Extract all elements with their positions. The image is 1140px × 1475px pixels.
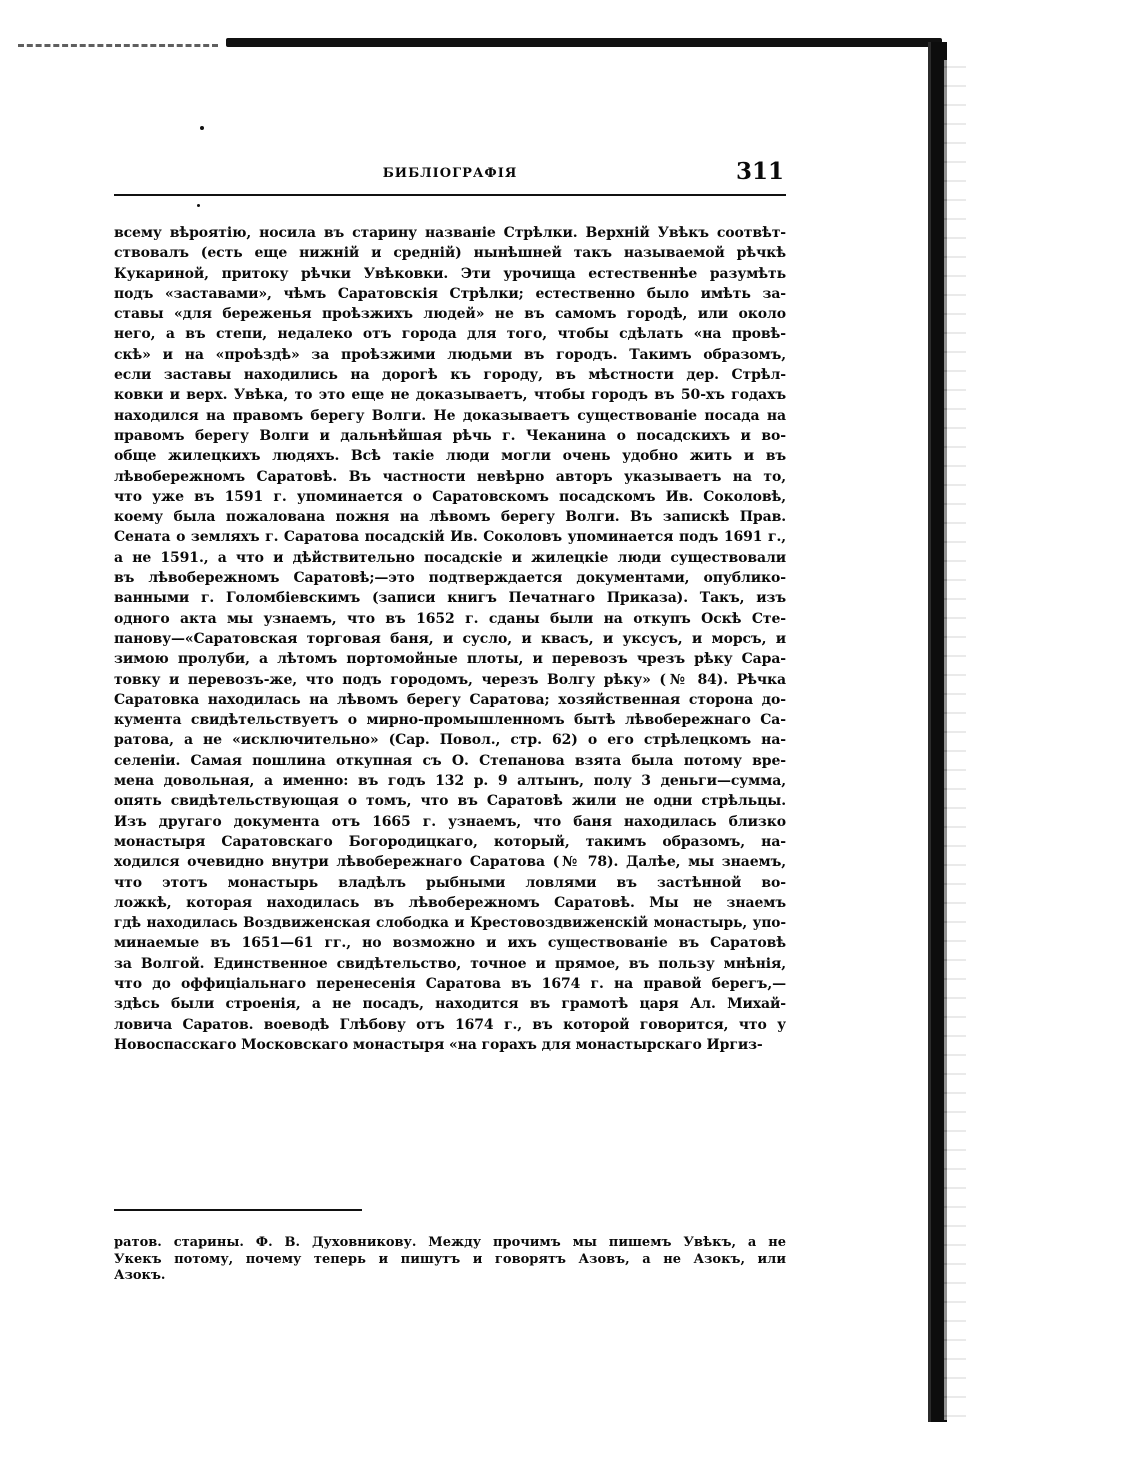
page-number: 311: [735, 158, 784, 185]
text-line: ходился очевидно внутри лѣвобережнаго Саратова (№ 78). Далѣе, мы знаемъ,: [114, 854, 786, 871]
text-line: гдѣ находилась Воздвиженская слободка и Крестовоздвиженскій монастырь, упо-: [114, 915, 786, 932]
scan-speck: [200, 126, 204, 130]
text-line: ложкѣ, которая находилась въ лѣвобережномъ Саратовѣ. Мы не знаемъ: [114, 894, 786, 911]
text-line: Кукариной, притоку рѣчки Увѣковки. Эти урочища естественнѣе разумѣть: [114, 265, 786, 282]
body-text: [114, 223, 786, 1055]
text-line: ратова, а не «исключительно» (Сар. Повол., стр. 62) о его стрѣлецкомъ на-: [114, 732, 786, 749]
text-line: опять свидѣтельствующая о томъ, что въ Саратовѣ жили не одни стрѣльцы.: [114, 793, 786, 810]
text-line: Новоспасскаго Московскаго монастыря «на горахъ для монастырскаго Иргиз-: [114, 1036, 763, 1053]
text-line: ковки и верх. Увѣка, то это еще не доказываетъ, чтобы городъ въ 50-хъ годахъ: [114, 387, 786, 404]
text-line: если заставы находились на дорогѣ къ городу, въ мѣстности дер. Стрѣл-: [114, 367, 786, 384]
footnote-line: ратов. старины. Ф. В. Духовникову. Между прочимъ мы пишемъ Увѣкъ, а не: [114, 1235, 786, 1250]
text-line: ловича Саратов. воеводѣ Глѣбову отъ 1674 г., въ которой говорится, что у: [114, 1016, 786, 1033]
text-line: коему была пожалована пожня на лѣвомъ берегу Волги. Въ запискѣ Прав.: [114, 509, 786, 526]
text-line: а не 1591., а что и дѣйствительно посадскіе и жилецкіе люди существовали: [114, 549, 786, 566]
text-line: Изъ другаго документа отъ 1665 г. узнаемъ, что баня находилась близко: [114, 813, 786, 830]
text-line: селеніи. Самая пошлина откупная съ О. Степанова взята была потому вре-: [114, 752, 786, 769]
text-line: что до оффиціальнаго перенесенія Саратова въ 1674 г. на правой берегъ,—: [114, 975, 786, 992]
running-title: БИБЛІОГРАФІЯ: [382, 166, 518, 181]
scan-speck: [197, 204, 200, 207]
footnote-line: Укекъ потому, почему теперь и пишутъ и говорятъ Азовъ, а не Азокъ, или: [114, 1251, 786, 1267]
text-line: что уже въ 1591 г. упоминается о Саратовскомъ посадскомъ Ив. Соколовѣ,: [114, 488, 786, 505]
text-line: подъ «заставами», чѣмъ Саратовскія Стрѣлки; естественно было имѣть за-: [114, 285, 786, 302]
footnote-line: Азокъ.: [114, 1268, 166, 1283]
text-line: въ лѣвобережномъ Саратовѣ;—это подтверждается документами, опублико-: [114, 570, 786, 587]
text-line: правомъ берегу Волги и дальнѣйшая рѣчь г. Чеканина о посадскихъ и во-: [114, 427, 786, 444]
footnote: [114, 1235, 786, 1285]
text-line: него, а въ степи, недалеко отъ города для того, чтобы сдѣлать «на провѣ-: [114, 326, 786, 343]
scan-top-edge: [226, 38, 942, 47]
text-line: одного акта мы узнаемъ, что въ 1652 г. сданы были на откупъ Оскѣ Сте-: [114, 610, 786, 627]
text-line: здѣсь были строенія, а не посадъ, находится въ грамотѣ царя Ал. Михай-: [114, 996, 786, 1013]
text-line: зимою пролуби, а лѣтомъ портомойные плоты, и перевозъ чрезъ рѣку Сара-: [114, 651, 786, 668]
text-line: всему вѣроятію, носила въ старину названіе Стрѣлки. Верхній Увѣкъ соотвѣт-: [114, 225, 786, 241]
text-line: монастыря Саратовскаго Богородицкаго, который, такимъ образомъ, на-: [114, 833, 786, 850]
text-line: за Волгой. Единственное свидѣтельство, точное и прямое, въ пользу мнѣнія,: [114, 955, 786, 972]
scan-right-edge-bleed: [944, 60, 966, 1420]
text-line: минаемые въ 1651—61 гг., но возможно и ихъ существованіе въ Саратовѣ: [114, 935, 786, 952]
text-line: Сената о земляхъ г. Саратова посадскій Ив. Соколовъ упоминается подъ 1691 г.,: [114, 529, 786, 546]
footnote-rule: [114, 1209, 362, 1211]
text-line: лѣвобережномъ Саратовѣ. Въ частности невѣрно авторъ указываетъ на то,: [114, 468, 786, 485]
text-line: что этотъ монастырь владѣлъ рыбными ловлями въ застѣнной во-: [114, 874, 786, 891]
text-line: находился на правомъ берегу Волги. Не доказываетъ существованіе посада на: [114, 407, 786, 424]
text-line: ствовалъ (есть еще нижній и средній) нынѣшней такъ называемой рѣчкѣ: [114, 245, 786, 262]
text-line: обще жилецкихъ людяхъ. Всѣ такіе люди могли очень удобно жить и въ: [114, 448, 786, 465]
text-line: ванными г. Голомбіевскимъ (записи книгъ Печатнаго Приказа). Такъ, изъ: [114, 590, 786, 607]
text-line: Саратовка находилась на лѣвомъ берегу Саратова; хозяйственная сторона до-: [114, 691, 786, 708]
text-line: ставы «для береженья проѣзжихъ людей» не въ самомъ городѣ, или около: [114, 306, 786, 323]
text-line: кумента свидѣтельствуетъ о мирно-промышленномъ бытѣ лѣвобережнаго Са-: [114, 712, 786, 729]
scan-top-left-edge: [18, 44, 218, 51]
text-line: скѣ» и на «проѣздѣ» за проѣзжими людьми въ городъ. Такимъ образомъ,: [114, 346, 786, 363]
page-header: [114, 158, 786, 188]
text-line: товку и перевозъ-же, что подъ городомъ, черезъ Волгу рѣку» (№ 84). Рѣчка: [114, 671, 786, 688]
text-line: мена довольная, а именно: въ годъ 132 р. 9 алтынъ, полу 3 деньги—сумма,: [114, 773, 786, 790]
text-line: панову—«Саратовская торговая баня, и сусло, и квасъ, и уксусъ, и морсъ, и: [114, 630, 786, 647]
header-rule: [114, 194, 786, 196]
